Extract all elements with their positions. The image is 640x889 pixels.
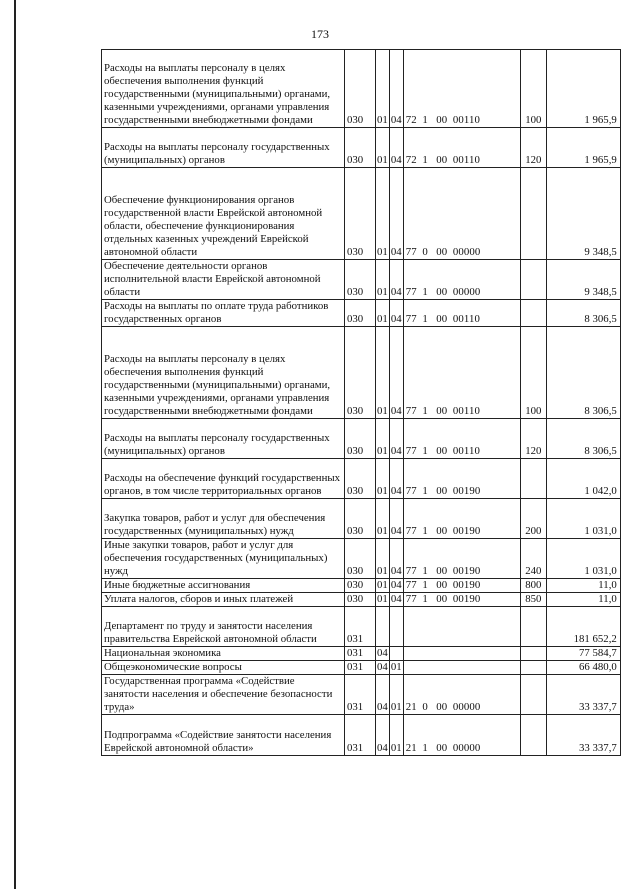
table-row <box>102 128 621 168</box>
row-subsection-code: 04 <box>390 579 402 591</box>
row-section-code: 01 <box>376 327 390 419</box>
row-target-article-code: 77 1 00 00110 <box>403 300 520 327</box>
table-row <box>102 459 621 499</box>
row-subsection-code: 04 <box>389 300 403 327</box>
row-amount: 1 031,0 <box>546 539 620 579</box>
row-ved-code: 030 <box>345 128 376 168</box>
row-amount: 11,0 <box>546 579 620 593</box>
row-ved-code: 030 <box>345 593 376 607</box>
table-row <box>102 419 621 459</box>
row-section-code: 04 <box>377 661 388 673</box>
row-target-article-code: 72 1 00 00110 <box>403 50 520 128</box>
row-section-code: 04 <box>376 675 390 715</box>
table-row <box>102 647 621 661</box>
row-ved-code: 031 <box>345 661 376 675</box>
row-expense-type-code <box>520 661 546 675</box>
row-subsection-code: 04 <box>389 260 403 300</box>
row-section-code: 01 <box>377 593 388 605</box>
row-subsection-code: 01 <box>389 715 403 756</box>
row-section-code: 01 <box>376 168 390 260</box>
row-name: Департамент по труду и занятости населения правительства Еврейской автономной области <box>102 607 345 647</box>
row-name: Иные закупки товаров, работ и услуг для обеспечения государственных (муниципальных) нужд <box>102 539 345 579</box>
row-amount: 8 306,5 <box>546 300 620 327</box>
row-ved-code: 031 <box>345 675 376 715</box>
row-ved-code: 030 <box>345 499 376 539</box>
row-name: Обеспечение функционирования органов государственной власти Еврейской автономной области, обеспечение функционирования отдельных казенных учреждений Еврейской автономной области <box>102 168 345 260</box>
row-section-code: 01 <box>376 499 390 539</box>
row-section-code: 01 <box>376 539 390 579</box>
row-target-article-code <box>403 661 520 675</box>
row-section-code <box>376 607 390 647</box>
row-amount: 1 965,9 <box>546 50 620 128</box>
table-row <box>102 607 621 647</box>
row-expense-type-code <box>520 168 546 260</box>
row-section-code: 04 <box>376 715 390 756</box>
row-amount: 33 337,7 <box>546 715 620 756</box>
row-name: Расходы на выплаты по оплате труда работников государственных органов <box>102 300 345 327</box>
table-row <box>102 539 621 579</box>
row-subsection-code: 04 <box>389 50 403 128</box>
row-expense-type-code: 240 <box>520 539 546 579</box>
row-subsection-code: 04 <box>389 539 403 579</box>
row-target-article-code: 77 1 00 00190 <box>403 499 520 539</box>
row-name: Расходы на выплаты персоналу в целях обеспечения выполнения функций государственными (муниципальными) органами, казенными учреждениями, органами управления государственными внебюджетными фондами <box>102 50 345 128</box>
row-subsection-code: 04 <box>389 499 403 539</box>
row-subsection-code: 04 <box>389 128 403 168</box>
row-ved-code: 030 <box>345 300 376 327</box>
row-section-code: 01 <box>376 300 390 327</box>
row-name: Расходы на обеспечение функций государственных органов, в том числе территориальных органов <box>102 459 345 499</box>
row-ved-code: 030 <box>345 168 376 260</box>
table-row <box>102 579 621 593</box>
row-amount: 33 337,7 <box>546 675 620 715</box>
row-subsection-code <box>389 607 403 647</box>
row-target-article-code: 77 1 00 00190 <box>403 579 520 593</box>
row-ved-code: 030 <box>345 327 376 419</box>
row-amount: 9 348,5 <box>546 260 620 300</box>
row-expense-type-code <box>520 459 546 499</box>
row-subsection-code: 04 <box>389 168 403 260</box>
table-row <box>102 675 621 715</box>
row-target-article-code: 77 1 00 00190 <box>403 459 520 499</box>
row-target-article-code <box>403 607 520 647</box>
row-amount: 8 306,5 <box>546 327 620 419</box>
row-expense-type-code: 800 <box>520 579 546 593</box>
row-subsection-code: 04 <box>389 419 403 459</box>
row-amount: 8 306,5 <box>546 419 620 459</box>
row-name: Закупка товаров, работ и услуг для обеспечения государственных (муниципальных) нужд <box>102 499 345 539</box>
row-name: Национальная экономика <box>102 647 345 661</box>
row-amount: 11,0 <box>546 593 620 607</box>
row-target-article-code: 72 1 00 00110 <box>403 128 520 168</box>
row-expense-type-code: 850 <box>520 593 546 607</box>
row-amount: 77 584,7 <box>546 647 620 661</box>
table-row <box>102 661 621 675</box>
row-ved-code: 030 <box>345 260 376 300</box>
row-name: Уплата налогов, сборов и иных платежей <box>102 593 345 607</box>
row-expense-type-code <box>520 607 546 647</box>
table-row <box>102 499 621 539</box>
row-name: Обеспечение деятельности органов исполнительной власти Еврейской автономной области <box>102 260 345 300</box>
row-ved-code: 031 <box>345 607 376 647</box>
row-section-code: 04 <box>377 647 388 659</box>
row-section-code: 01 <box>376 128 390 168</box>
table-row <box>102 593 621 607</box>
table-row <box>102 168 621 260</box>
table-row <box>102 50 621 128</box>
row-subsection-code: 04 <box>389 459 403 499</box>
row-target-article-code: 77 1 00 00110 <box>403 419 520 459</box>
row-amount: 1 042,0 <box>546 459 620 499</box>
row-ved-code: 030 <box>345 419 376 459</box>
row-target-article-code <box>403 647 520 661</box>
row-expense-type-code: 200 <box>520 499 546 539</box>
row-section-code: 01 <box>376 50 390 128</box>
page-number: 173 <box>311 27 329 41</box>
row-ved-code: 030 <box>345 459 376 499</box>
row-name: Иные бюджетные ассигнования <box>102 579 345 593</box>
row-name: Общеэкономические вопросы <box>102 661 345 675</box>
row-amount: 9 348,5 <box>546 168 620 260</box>
row-expense-type-code <box>520 300 546 327</box>
row-ved-code: 031 <box>345 715 376 756</box>
row-section-code: 01 <box>376 260 390 300</box>
row-name: Государственная программа «Содействие занятости населения и обеспечение безопасности труда» <box>102 675 345 715</box>
table-row <box>102 327 621 419</box>
row-subsection-code: 01 <box>390 661 402 673</box>
row-target-article-code: 77 1 00 00190 <box>403 539 520 579</box>
row-target-article-code: 21 1 00 00000 <box>403 715 520 756</box>
row-expense-type-code <box>520 715 546 756</box>
row-name: Расходы на выплаты персоналу государственных (муниципальных) органов <box>102 128 345 168</box>
row-name: Расходы на выплаты персоналу в целях обеспечения выполнения функций государственными (муниципальными) органами, казенными учреждениями, органами управления государственными внебюджетными фондами <box>102 327 345 419</box>
row-target-article-code: 21 0 00 00000 <box>403 675 520 715</box>
row-expense-type-code: 100 <box>520 327 546 419</box>
row-amount: 1 031,0 <box>546 499 620 539</box>
row-target-article-code: 77 1 00 00000 <box>403 260 520 300</box>
table-row <box>102 300 621 327</box>
row-expense-type-code: 100 <box>520 50 546 128</box>
row-amount: 1 965,9 <box>546 128 620 168</box>
row-ved-code: 031 <box>345 647 376 661</box>
row-subsection-code <box>389 647 403 661</box>
row-ved-code: 030 <box>345 579 376 593</box>
row-ved-code: 030 <box>345 539 376 579</box>
budget-table <box>101 49 621 756</box>
row-amount: 181 652,2 <box>546 607 620 647</box>
row-amount: 66 480,0 <box>546 661 620 675</box>
row-name: Подпрограмма «Содействие занятости населения Еврейской автономной области» <box>102 715 345 756</box>
row-name: Расходы на выплаты персоналу государственных (муниципальных) органов <box>102 419 345 459</box>
table-row <box>102 715 621 756</box>
row-target-article-code: 77 0 00 00000 <box>403 168 520 260</box>
row-expense-type-code: 120 <box>520 419 546 459</box>
page-binding-line <box>14 0 16 889</box>
row-target-article-code: 77 1 00 00190 <box>403 593 520 607</box>
row-expense-type-code: 120 <box>520 128 546 168</box>
row-expense-type-code <box>520 675 546 715</box>
row-subsection-code: 04 <box>389 327 403 419</box>
row-section-code: 01 <box>376 459 390 499</box>
row-section-code: 01 <box>376 419 390 459</box>
row-target-article-code: 77 1 00 00110 <box>403 327 520 419</box>
row-expense-type-code <box>520 260 546 300</box>
row-subsection-code: 01 <box>389 675 403 715</box>
row-subsection-code: 04 <box>390 593 402 605</box>
row-section-code: 01 <box>377 579 388 591</box>
table-row <box>102 260 621 300</box>
row-expense-type-code <box>520 647 546 661</box>
row-ved-code: 030 <box>345 50 376 128</box>
